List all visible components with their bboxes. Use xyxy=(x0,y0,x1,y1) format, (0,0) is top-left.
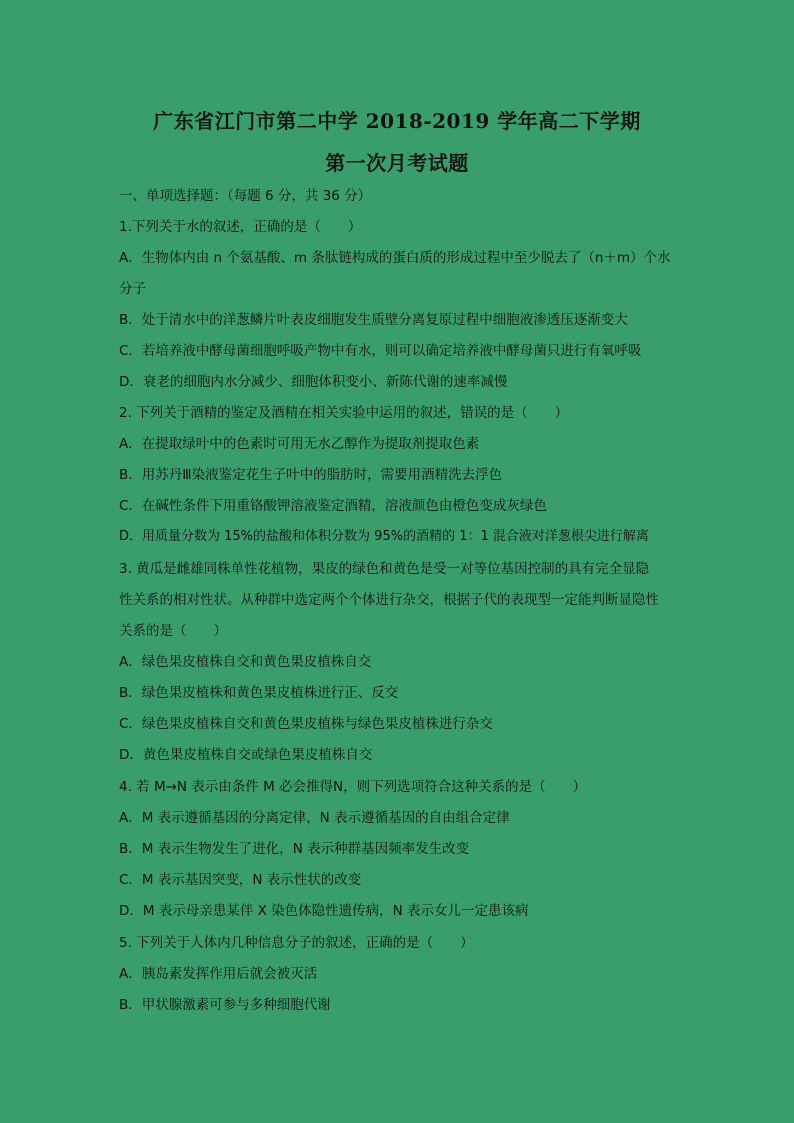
question-3-stem-line-3: 关系的是（ ） xyxy=(119,623,227,639)
question-3-option-c: C．绿色果皮植株自交和黄色果皮植株与绿色果皮植株进行杂交 xyxy=(119,716,493,732)
question-5-option-a: A．胰岛素发挥作用后就会被灭活 xyxy=(119,966,318,982)
question-4-stem: 4. 若 M→N 表示由条件 M 必会推得N，则下列选项符合这种关系的是（ ） xyxy=(119,779,587,795)
question-2-stem: 2. 下列关于酒精的鉴定及酒精在相关实验中运用的叙述，错误的是（ ） xyxy=(119,405,569,421)
question-3-option-a: A．绿色果皮植株自交和黄色果皮植株自交 xyxy=(119,654,372,670)
section-heading: 一、单项选择题：（每题 6 分，共 36 分） xyxy=(119,188,372,204)
question-4-option-d: D．M 表示母亲患某伴 X 染色体隐性遗传病，N 表示女儿一定患该病 xyxy=(119,903,529,919)
document-subtitle: 第一次月考试题 xyxy=(325,151,469,175)
question-4-option-b: B．M 表示生物发生了进化，N 表示种群基因频率发生改变 xyxy=(119,841,470,857)
question-3-stem-line-2: 性关系的相对性状。从种群中选定两个个体进行杂交，根据子代的表现型一定能判断显隐性 xyxy=(119,592,659,608)
question-4-option-a: A．M 表示遵循基因的分离定律，N 表示遵循基因的自由组合定律 xyxy=(119,810,510,826)
question-1-option-d: D．衰老的细胞内水分减少、细胞体积变小、新陈代谢的速率减慢 xyxy=(119,374,508,390)
document-title: 广东省江门市第二中学 2018-2019 学年高二下学期 xyxy=(153,109,641,133)
question-1-option-b: B．处于清水中的洋葱鳞片叶表皮细胞发生质壁分离复原过程中细胞液渗透压逐渐变大 xyxy=(119,312,628,328)
question-1-stem: 1.下列关于水的叙述，正确的是（ ） xyxy=(119,219,362,235)
question-4-option-c: C．M 表示基因突变，N 表示性状的改变 xyxy=(119,872,362,888)
question-5-option-b: B．甲状腺激素可参与多种细胞代谢 xyxy=(119,997,331,1013)
question-3-stem-line-1: 3. 黄瓜是雌雄同株单性花植物，果皮的绿色和黄色是受一对等位基因控制的具有完全显隐 xyxy=(119,561,650,577)
question-3-option-d: D．黄色果皮植株自交或绿色果皮植株自交 xyxy=(119,747,373,763)
question-1-option-a: A．生物体内由 n 个氨基酸、m 条肽链构成的蛋白质的形成过程中至少脱去了（n＋m）个水 xyxy=(119,250,671,266)
question-2-option-d: D．用质量分数为 15%的盐酸和体积分数为 95%的酒精的 1：1 混合液对洋葱根尖进行解离 xyxy=(119,529,649,544)
question-3-option-b: B．绿色果皮植株和黄色果皮植株进行正、反交 xyxy=(119,685,399,701)
question-2-option-c: C．在碱性条件下用重铬酸钾溶液鉴定酒精，溶液颜色由橙色变成灰绿色 xyxy=(119,498,547,514)
question-5-stem: 5. 下列关于人体内几种信息分子的叙述，正确的是（ ） xyxy=(119,935,474,951)
question-1-option-c: C．若培养液中酵母菌细胞呼吸产物中有水，则可以确定培养液中酵母菌只进行有氧呼吸 xyxy=(119,343,642,359)
question-1-option-a-cont: 分子 xyxy=(119,281,146,297)
question-2-option-b: B．用苏丹Ⅲ染液鉴定花生子叶中的脂肪时，需要用酒精洗去浮色 xyxy=(119,467,503,483)
question-2-option-a: A．在提取绿叶中的色素时可用无水乙醇作为提取剂提取色素 xyxy=(119,436,480,452)
